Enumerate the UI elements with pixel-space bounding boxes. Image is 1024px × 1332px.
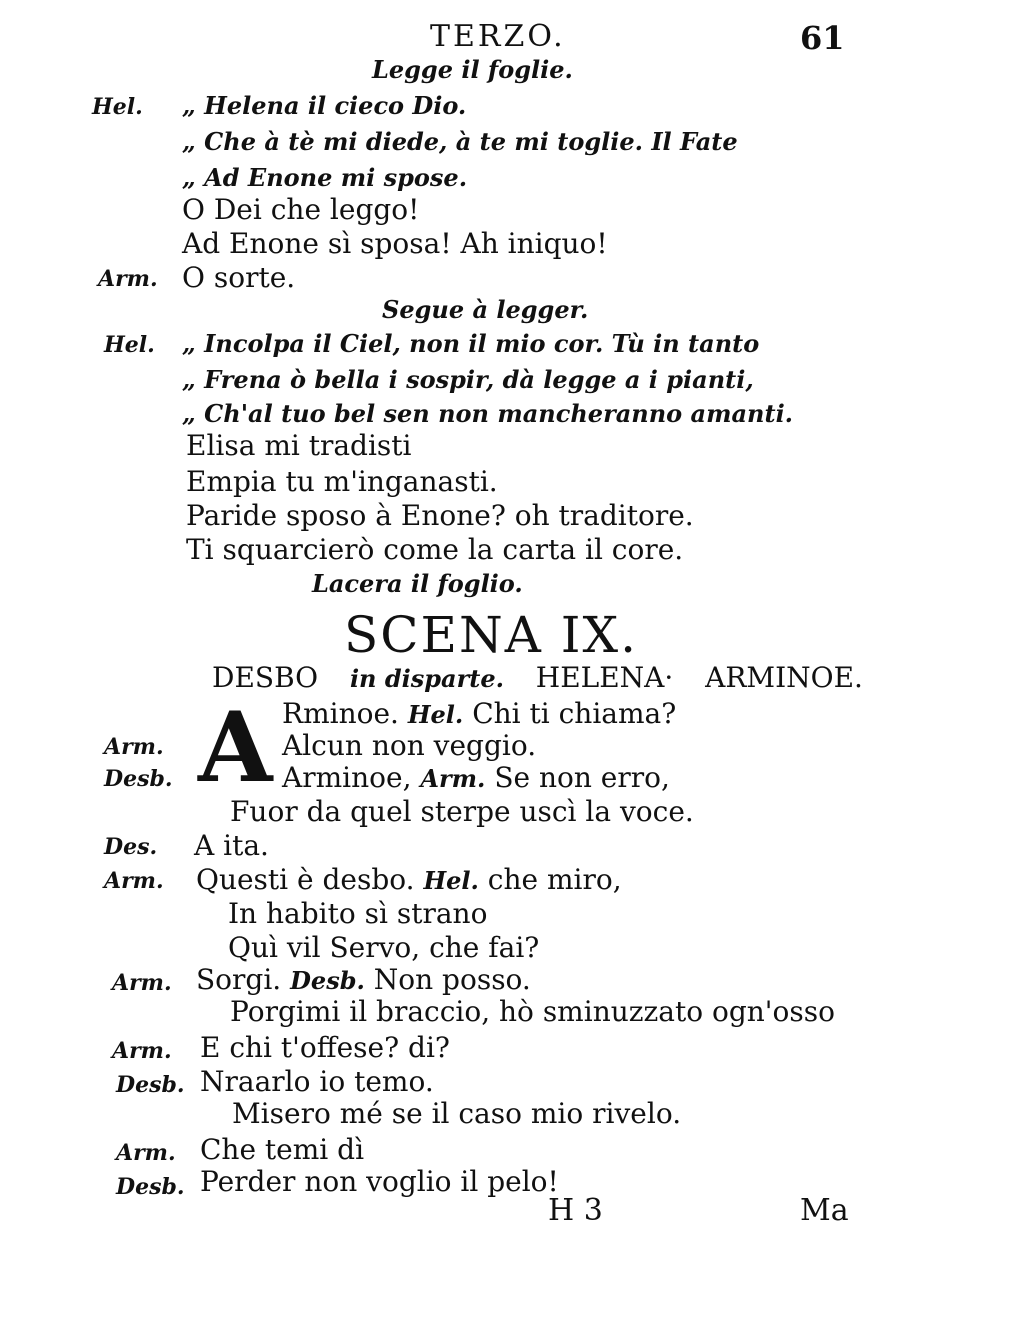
stage-direction: Lacera il foglio.: [312, 569, 523, 598]
speaker-label: Arm.: [116, 1140, 176, 1166]
speaker-label: Arm.: [98, 266, 158, 292]
verse-text: Arminoe,: [282, 761, 412, 794]
verse-line: Paride sposo à Enone? oh traditore.: [186, 499, 694, 532]
stage-direction: Legge il foglie.: [372, 55, 573, 84]
cast-name: DESBO: [212, 661, 319, 694]
verse-line: Elisa mi tradisti: [186, 429, 412, 462]
verse-line: A ita.: [194, 829, 269, 862]
inline-speaker: Hel.: [407, 700, 464, 729]
quoted-line: „ Ch'al tuo bel sen non mancheranno amanti.: [182, 399, 794, 428]
verse-text: che miro,: [487, 863, 622, 896]
verse-line: [196, 863, 622, 896]
speaker-label: Hel.: [92, 94, 143, 120]
verse-text: Non posso.: [373, 963, 531, 996]
verse-line: Ti squarcierò come la carta il core.: [186, 533, 684, 566]
verse-line: Perder non voglio il pelo!: [200, 1165, 559, 1198]
quoted-line: „ Che à tè mi diede, à te mi toglie. Il Fate: [182, 127, 738, 156]
inline-speaker: Desb.: [290, 966, 365, 995]
quoted-line: „ Frena ò bella i sospir, dà legge a i pianti,: [182, 365, 754, 394]
inline-speaker: Arm.: [420, 764, 486, 793]
verse-line: Quì vil Servo, che fai?: [228, 931, 540, 964]
cast-name: ARMINOE.: [705, 661, 863, 694]
verse-line: Fuor da quel sterpe uscì la voce.: [230, 795, 694, 828]
speaker-label: Arm.: [104, 734, 164, 760]
verse-line: Nraarlo io temo.: [200, 1065, 434, 1098]
verse-line: [282, 697, 677, 730]
speaker-label: Arm.: [112, 970, 172, 996]
verse-line: E chi t'offese? di?: [200, 1031, 450, 1064]
stage-direction: Segue à legger.: [382, 295, 589, 324]
cast-direction: in disparte.: [349, 664, 504, 693]
page-number: 61: [800, 19, 845, 57]
verse-line: Empia tu m'inganasti.: [186, 465, 498, 498]
verse-line: Che temi dì: [200, 1133, 365, 1166]
verse-line: In habito sì strano: [228, 897, 488, 930]
speaker-label: Desb.: [116, 1174, 185, 1200]
cast-name: HELENA·: [535, 661, 674, 694]
running-title: TERZO.: [430, 19, 566, 54]
verse-text: Se non erro,: [494, 761, 670, 794]
drop-cap: A: [198, 691, 273, 804]
speaker-label: Hel.: [104, 332, 155, 358]
verse-line: O sorte.: [182, 261, 296, 294]
inline-speaker: Hel.: [423, 866, 479, 895]
verse-text: Sorgi.: [196, 963, 282, 996]
speaker-label: Desb.: [104, 766, 173, 792]
verse-line: Misero mé se il caso mio rivelo.: [232, 1097, 682, 1130]
verse-line: Ad Enone sì sposa! Ah iniquo!: [182, 227, 608, 260]
verse-line: [196, 963, 531, 996]
quoted-line: „ Helena il cieco Dio.: [182, 91, 467, 120]
signature-mark: H 3: [548, 1193, 603, 1228]
speaker-label: Arm.: [104, 868, 164, 894]
scene-cast: [212, 661, 863, 694]
verse-line: O Dei che leggo!: [182, 193, 420, 226]
quoted-line: „ Incolpa il Ciel, non il mio cor. Tù in tanto: [182, 329, 760, 358]
verse-text: Rminoe.: [282, 697, 399, 730]
scene-title: SCENA IX.: [344, 606, 639, 664]
verse-text: Chi ti chiama?: [472, 697, 677, 730]
verse-line: [282, 761, 670, 794]
speaker-label: Arm.: [112, 1038, 172, 1064]
verse-line: Porgimi il braccio, hò sminuzzato ogn'osso: [230, 995, 835, 1028]
catchword: Ma: [800, 1193, 849, 1228]
speaker-label: Desb.: [116, 1072, 185, 1098]
verse-text: Questi è desbo.: [196, 863, 415, 896]
verse-line: Alcun non veggio.: [282, 729, 537, 762]
speaker-label: Des.: [104, 834, 158, 860]
quoted-line: „ Ad Enone mi spose.: [182, 163, 468, 192]
